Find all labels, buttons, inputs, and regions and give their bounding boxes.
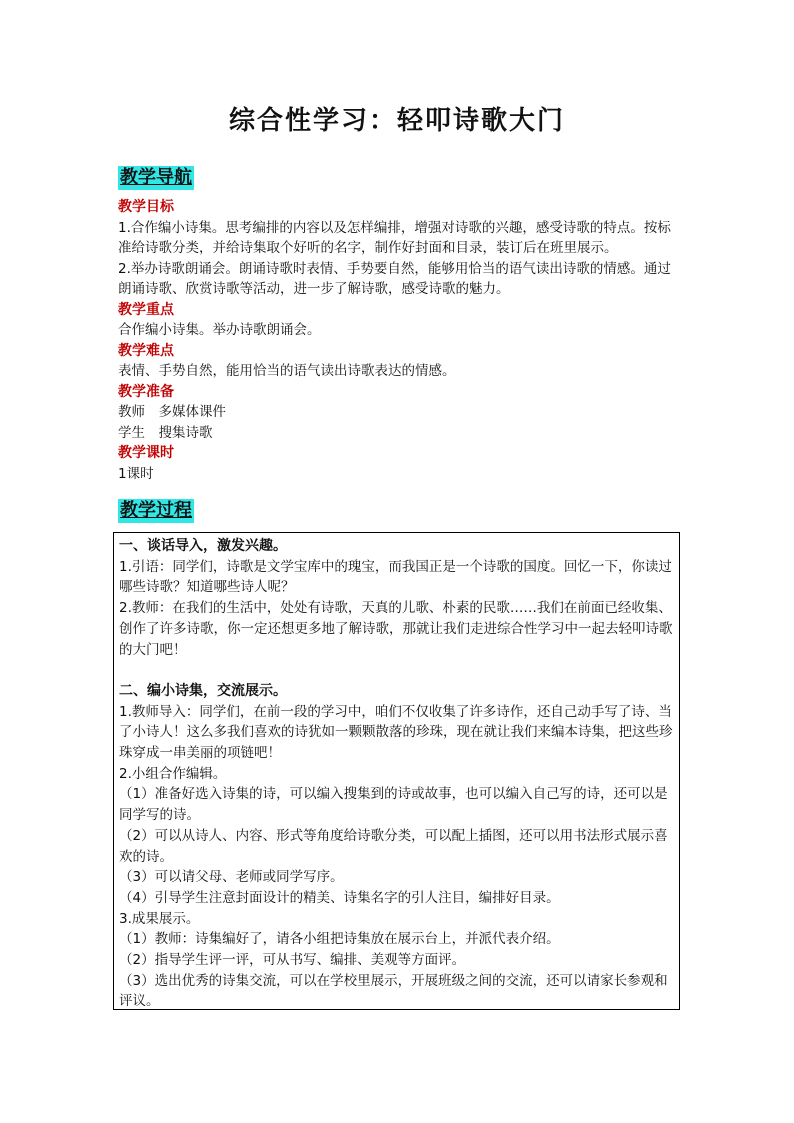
- preparation-label: 教学准备: [118, 383, 174, 400]
- key-points-label: 教学重点: [118, 301, 174, 318]
- paragraph-gap: [119, 660, 674, 681]
- difficulty-label: 教学难点: [118, 342, 174, 359]
- class-hours-text: 1课时: [118, 465, 154, 482]
- process-paragraph: （1）准备好选入诗集的诗，可以编入搜集到的诗或故事，也可以编入自己写的诗，还可以是同学写的诗。: [119, 786, 668, 824]
- process-paragraph: （3）可以请父母、老师或同学写序。: [119, 869, 344, 886]
- process-paragraph: （3）选出优秀的诗集交流，可以在学校里展示，开展班级之间的交流，还可以请家长参观和评议。: [119, 972, 668, 1010]
- process-paragraph: 1.教师导入：同学们，在前一段的学习中，咱们不仅收集了许多诗作，还自己动手写了诗、当了小诗人！这么多我们喜欢的诗犹如一颗颗散落的珍珠，现在就让我们来编本诗集，把这些珍珠穿成一串美丽的项链吧！: [119, 703, 673, 762]
- process-paragraph: （2）可以从诗人、内容、形式等角度给诗歌分类，可以配上插图，还可以用书法形式展示喜欢的诗。: [119, 827, 668, 865]
- process-paragraph: 2.小组合作编辑。: [119, 765, 227, 782]
- teaching-guide-section: [118, 197, 678, 484]
- key-points-text: 合作编小诗集。举办诗歌朗诵会。: [118, 322, 321, 338]
- process-paragraph: （1）教师：诗集编好了，请各小组把诗集放在展示台上，并派代表介绍。: [119, 931, 560, 948]
- part1-title: 一、谈话导入，激发兴趣。: [119, 538, 287, 554]
- preparation-item: 教师 多媒体课件: [118, 404, 226, 420]
- preparation-item: 学生 搜集诗歌: [118, 424, 213, 441]
- teaching-process-heading: 教学过程: [120, 500, 192, 521]
- difficulty-text: 表情、手势自然，能用恰当的语气读出诗歌表达的情感。: [118, 363, 456, 379]
- process-paragraph: 2.教师：在我们的生活中，处处有诗歌，天真的儿歌、朴素的民歌……我们在前面已经收集、创作了许多诗歌，你一定还想更多地了解诗歌，那就让我们走进综合性学习中一起去轻叩诗歌的大门吧！: [119, 600, 673, 658]
- class-hours-label: 教学课时: [118, 445, 174, 461]
- page-title: 综合性学习：轻叩诗歌大门: [228, 106, 565, 136]
- goal-item: 1.合作编小诗集。思考编排的内容以及怎样编排，增强对诗歌的兴趣，感受诗歌的特点。按标准给诗歌分类，并给诗集取个好听的名字，制作好封面和目录，装订后在班里展示。: [118, 219, 671, 256]
- goal-item: 2.举办诗歌朗诵会。朗诵诗歌时表情、手势要自然，能够用恰当的语气读出诗歌的情感。通过朗诵诗歌、欣赏诗歌等活动，进一步了解诗歌，感受诗歌的魅力。: [118, 260, 671, 297]
- process-paragraph: （2）指导学生评一评，可从书写、编排、美观等方面评。: [119, 952, 466, 969]
- process-paragraph: 3.成果展示。: [119, 910, 200, 927]
- teaching-guide-heading: 教学导航: [120, 167, 192, 188]
- process-paragraph: （4）引导学生注意封面设计的精美、诗集名字的引人注目，编排好目录。: [119, 889, 560, 906]
- process-paragraph: 1.引语：同学们，诗歌是文学宝库中的瑰宝，而我国正是一个诗歌的国度。回忆一下，你读过哪些诗歌？知道哪些诗人呢？: [119, 558, 672, 596]
- goals-label: 教学目标: [118, 199, 174, 215]
- part2-title: 二、编小诗集，交流展示。: [119, 682, 287, 699]
- teaching-process-box: [113, 532, 680, 1010]
